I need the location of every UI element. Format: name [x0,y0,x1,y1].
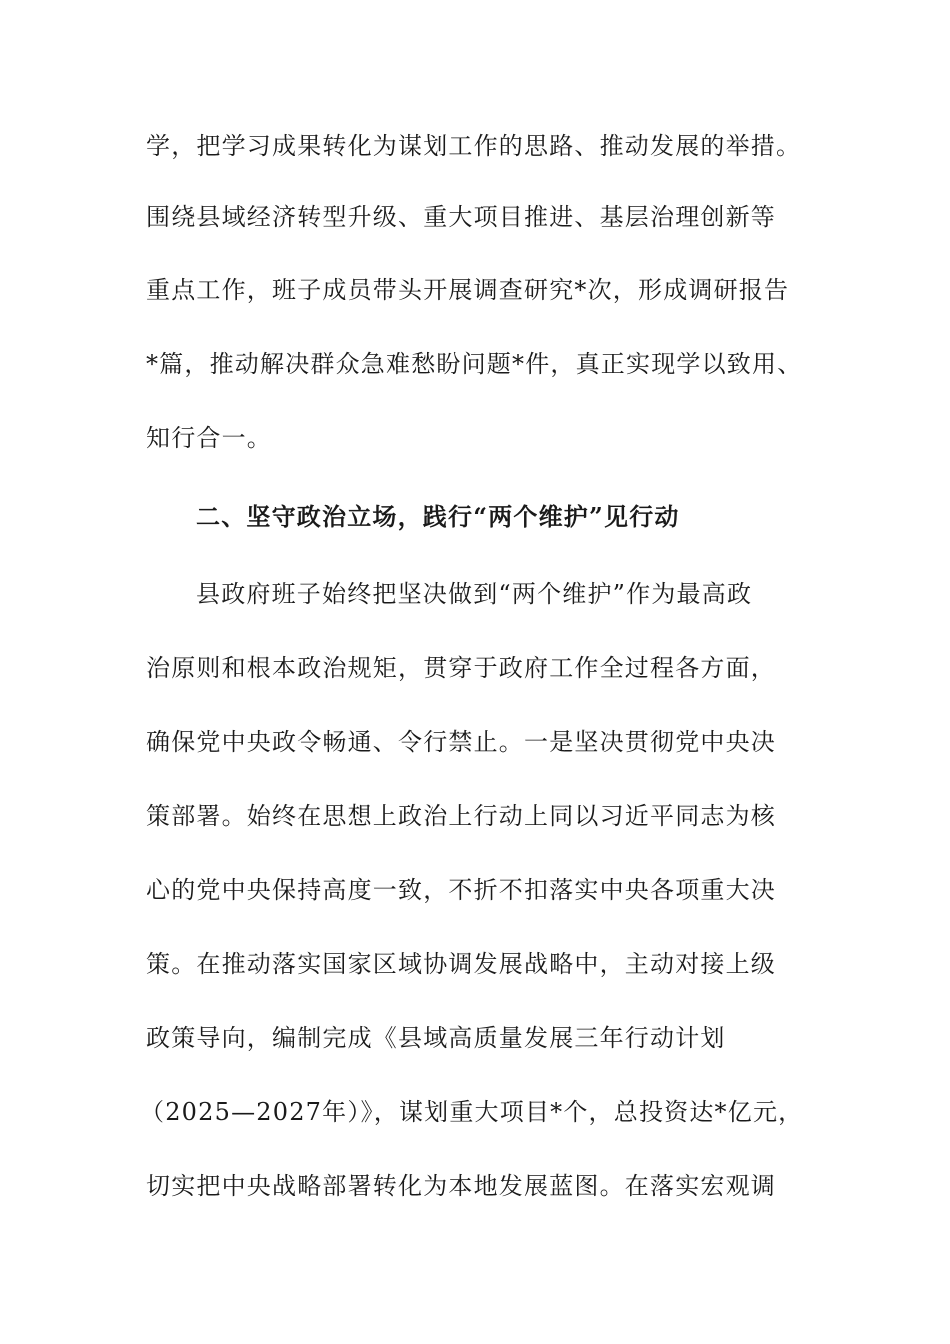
paragraph-line: 切实把中央战略部署转化为本地发展蓝图。在落实宏观调 [146,1172,776,1200]
paragraph-line: 确保党中央政令畅通、令行禁止。一是坚决贯彻党中央决 [146,728,776,756]
paragraph-line: （2025—2027年）》，谋划重大项目*个，总投资达*亿元， [140,1098,804,1126]
paragraph-line: *篇，推动解决群众急难愁盼问题*件，真正实现学以致用、 [146,350,803,378]
paragraph-line: 心的党中央保持高度一致，不折不扣落实中央各项重大决 [146,876,776,904]
paragraph-line: 策部署。始终在思想上政治上行动上同以习近平同志为核 [146,802,776,830]
paragraph-line: 政策导向，编制完成《县域高质量发展三年行动计划 [146,1024,726,1052]
paragraph-line: 重点工作，班子成员带头开展调查研究*次，形成调研报告 [146,276,790,304]
paragraph-line: 治原则和根本政治规矩，贯穿于政府工作全过程各方面， [146,654,776,682]
paragraph-line: 学，把学习成果转化为谋划工作的思路、推动发展的举措。 [146,132,802,160]
paragraph-line: 策。在推动落实国家区域协调发展战略中，主动对接上级 [146,950,776,978]
paragraph-line: 围绕县域经济转型升级、重大项目推进、基层治理创新等 [146,203,776,231]
paragraph-line: 知行合一。 [146,424,272,452]
section-heading: 二、坚守政治立场，践行“两个维护”见行动 [196,502,680,531]
paragraph-line: 县政府班子始终把坚决做到“两个维护”作为最高政 [196,580,753,608]
